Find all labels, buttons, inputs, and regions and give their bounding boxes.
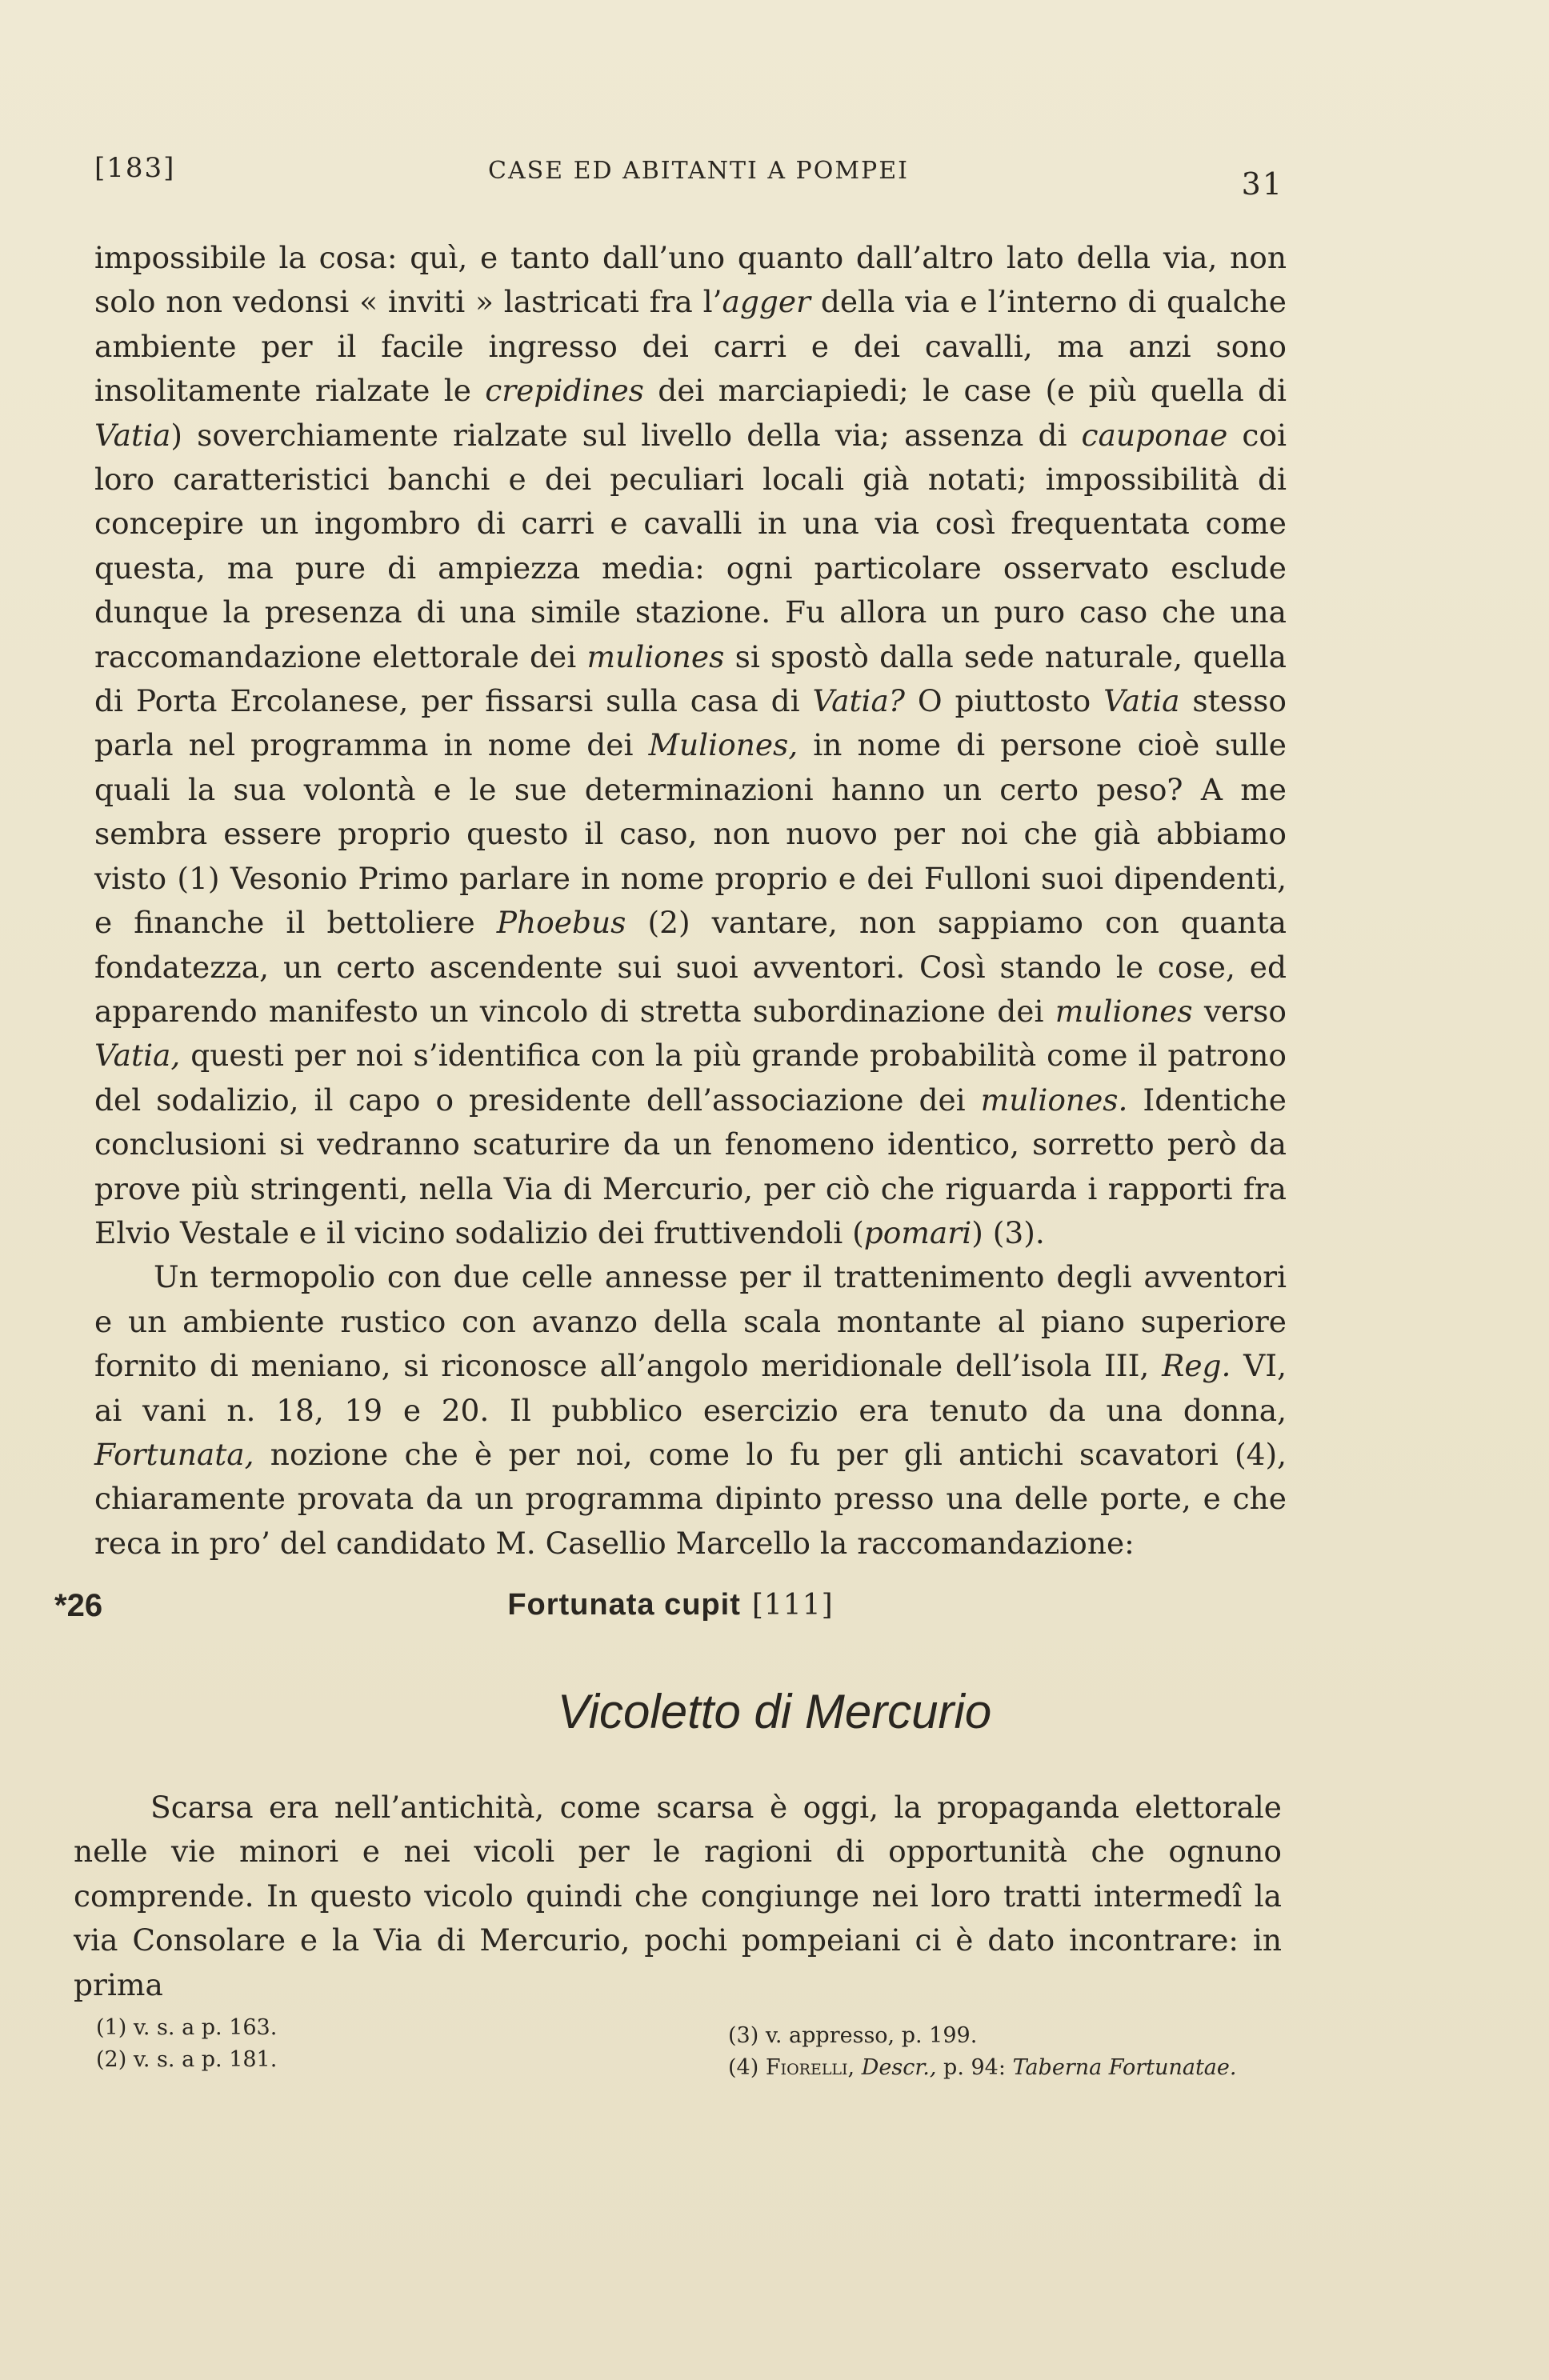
footnotes-right (728, 2020, 1288, 2084)
running-title: CASE ED ABITANTI A POMPEI (488, 157, 909, 185)
footnotes (96, 2012, 1288, 2212)
footnotes-left (96, 2012, 576, 2076)
program-ref: [111] (751, 1589, 834, 1622)
footnote-3: (3) v. appresso, p. 199. (728, 2023, 978, 2048)
program-text: Fortunata cupit [111] (507, 1588, 834, 1622)
italic-term: pomari (863, 1214, 972, 1250)
italic-term: Vatia (94, 417, 171, 453)
footnote-4: (4) Fiorelli, Descr., p. 94: Taberna Fortunatae. (728, 2055, 1237, 2080)
inscription-program (54, 1588, 1287, 1644)
page-header (94, 152, 1303, 208)
italic-term: muliones (586, 638, 725, 674)
section-title: Vicoletto di Mercurio (557, 1685, 992, 1738)
italic-term: Reg. (1162, 1348, 1231, 1384)
program-number: *26 (54, 1588, 103, 1623)
footnote-title: Taberna Fortunatae. (1012, 2055, 1237, 2080)
italic-term: muliones. (980, 1082, 1128, 1118)
italic-term: agger (722, 284, 811, 320)
italic-term: muliones (1055, 993, 1193, 1029)
page-number: 31 (1241, 166, 1283, 202)
paragraph-2: Un termopolio con due celle annesse per il trattenimento degli avventori e un ambiente rustico con avanzo della scala montante al piano superiore fornito di meniano, si riconosce all’angolo meridionale dell’isola III, Reg. VI, ai vani n. 18, 19 e 20. Il pubblico esercizio era tenuto da una donna, Fortunata, nozione che è per noi, come lo fu per gli antichi scavatori (4), chiaramente provata da un programma dipinto presso una delle porte, e che reca in pro’ del candidato M. Casellio Marcello la raccomandazione: (94, 1259, 1287, 1561)
italic-term: crepidines (485, 373, 644, 409)
paragraph-3: Scarsa era nell’antichità, come scarsa è oggi, la propaganda elettorale nelle vie minori e nei vicoli per le ragioni di opportunità che ognuno comprende. In questo vicolo quindi che congiunge nei loro tratti intermedî la via Consolare e la Via di Mercurio, pochi pompeiani ci è dato incontrare: in prima (74, 1790, 1282, 2002)
italic-term: Vatia, (94, 1038, 181, 1074)
footnote-2: (2) v. s. a p. 181. (96, 2047, 278, 2072)
paragraph-1: impossibile la cosa: quì, e tanto dall’uno quanto dall’altro lato della via, non solo non vedonsi « inviti » lastricati fra l’agger della via e l’interno di qualche ambiente per il facile ingresso dei carri e dei cavalli, ma anzi sono insolitamente rialzate le crepidines dei marciapiedi; le case (e più quella di Vatia) soverchiamente rialzate sul livello della via; assenza di cauponae coi loro caratteristici banchi e dei peculiari locali già notati; impossibilità di concepire un ingombro di carri e cavalli in una via così frequentata come questa, ma pure di ampiezza media: ogni particolare osservato esclude dunque la presenza di una simile stazione. Fu allora un puro caso che una raccomandazione elettorale dei muliones si spostò dalla sede naturale, quella di Porta Ercolanese, per fissarsi sulla casa di Vatia? O piuttosto Vatia stesso parla nel programma in nome dei Muliones, in nome di persone cioè sulle quali la sua volontà e le sue determinazioni hanno un certo peso? A me sembra essere proprio questo il caso, non nuovo per noi che già abbiamo visto (1) Vesonio Primo parlare in nome proprio e dei Fulloni suoi dipendenti, e finanche il bettoliere Phoebus (2) vantare, non sappiamo con quanta fondatezza, un certo ascendente sui suoi avventori. Così stando le cose, ed apparendo manifesto un vincolo di stretta subordinazione dei muliones verso Vatia, questi per noi s’identifica con la più grande probabilità come il patrono del sodalizio, il capo o presidente dell’associazione dei muliones. Identiche conclusioni si vedranno scaturire da un fenomeno identico, sorretto però da prove più stringenti, nella Via di Mercurio, per ciò che riguarda i rapporti fra Elvio Vestale e il vicino sodalizio dei fruttivendoli (pomari) (3). (94, 240, 1287, 1250)
footnote-work: Descr., (861, 2055, 937, 2080)
italic-term: Phoebus (496, 905, 626, 941)
italic-term: cauponae (1081, 417, 1228, 453)
italic-term: Fortunata, (94, 1436, 254, 1472)
italic-term: Muliones, (648, 727, 799, 763)
section-text (74, 1786, 1282, 2007)
main-text (94, 236, 1287, 1566)
italic-term: Vatia (1103, 683, 1180, 719)
footnote-author: Fiorelli, (765, 2055, 855, 2080)
italic-term: Vatia? (812, 683, 905, 719)
footnote-1: (1) v. s. a p. 163. (96, 2015, 278, 2040)
original-page-number: [183] (94, 152, 176, 184)
